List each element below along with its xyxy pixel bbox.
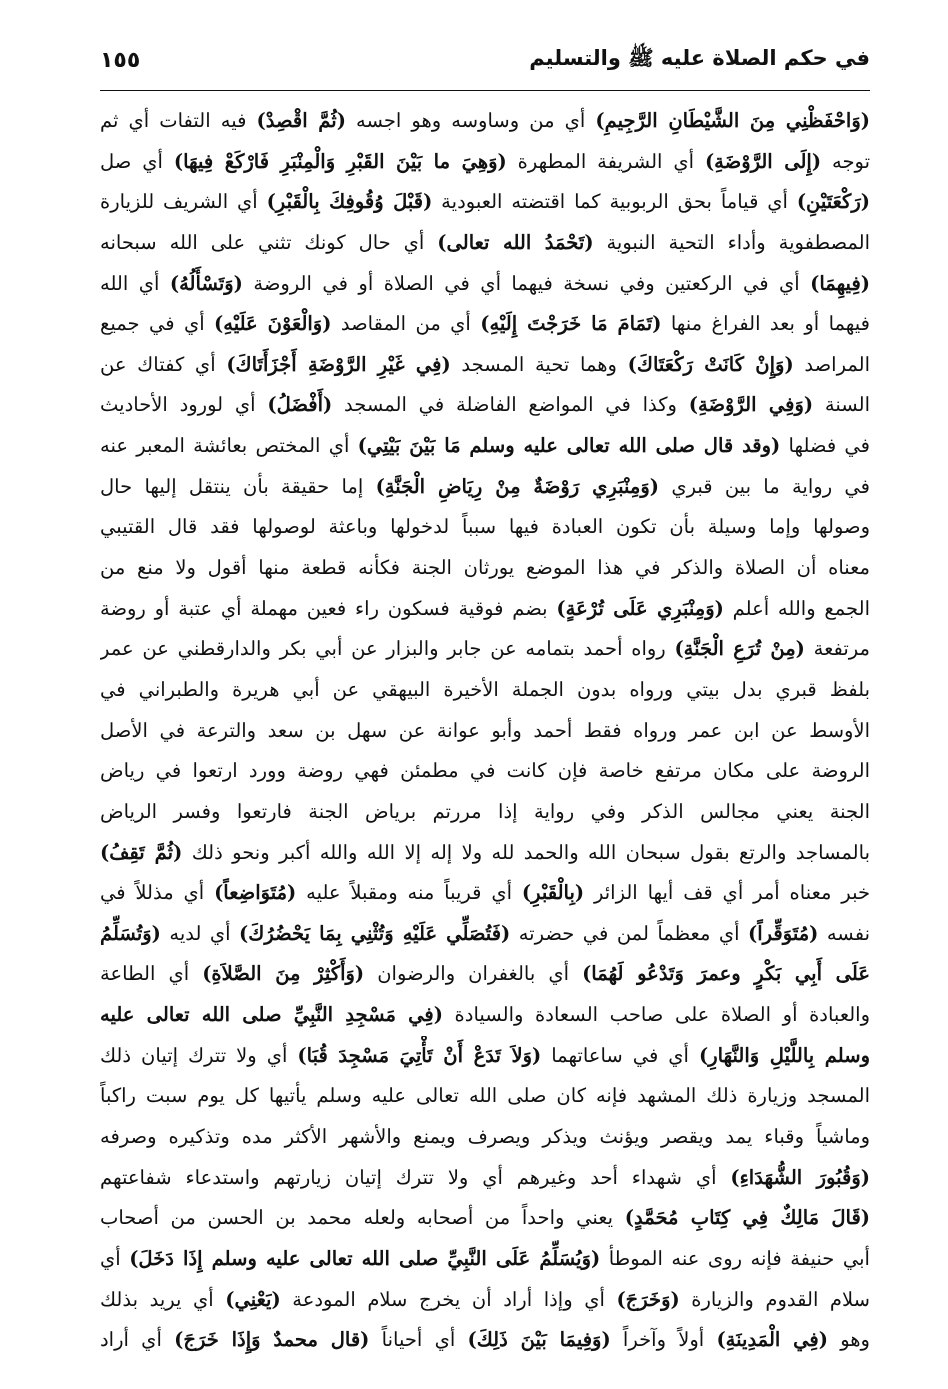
commentary-text: خبر معناه أمر أي قف أيها الزائر xyxy=(584,881,870,905)
commentary-text: أي في الركعتين وفي نسخة فيهما أي في الصلاة أو في الروضة xyxy=(242,271,811,295)
text-line xyxy=(100,914,870,955)
commentary-text: أي من المقاصد xyxy=(331,312,481,336)
commentary-text: توجه xyxy=(821,149,870,173)
commentary-text: أي xyxy=(100,1246,130,1270)
text-line xyxy=(100,223,870,264)
commentary-text: أي بالغفران والرضوان xyxy=(364,962,583,986)
text-line xyxy=(100,1198,870,1239)
commentary-text: يعني واحداً من أصحابه ولعله محمد بن الحسن من أصحاب xyxy=(100,1206,625,1230)
commentary-text: أي الله xyxy=(100,271,170,295)
commentary-text: إما حقيقة بأن ينتقل إليها حال xyxy=(100,474,376,498)
quoted-phrase: (ثُمَّ تَقِفُ) xyxy=(100,840,183,864)
text-line xyxy=(100,467,870,508)
commentary-text: أي في ساعاتهما xyxy=(541,1043,699,1067)
text-line xyxy=(100,345,870,386)
commentary-text: الروضة على مكان مرتفع خاصة فإن كانت في مطمئن فهي روضة وورد ارتعوا في رياض xyxy=(100,759,870,783)
commentary-text: أي وإذا أراد أن يخرج سلام المودعة xyxy=(280,1287,617,1311)
commentary-text: بضم فوقية فسكون راء فعين مهملة أي عتبة أو روضة xyxy=(100,596,557,620)
commentary-text: أي في جميع xyxy=(100,312,215,336)
text-line xyxy=(100,548,870,589)
quoted-phrase: (مُتَوَاضِعاً) xyxy=(214,881,297,905)
text-line xyxy=(100,670,870,711)
quoted-phrase: (وَتَسْأَلُهُ) xyxy=(169,271,243,295)
quoted-phrase: (وَخَرَجَ) xyxy=(616,1287,680,1311)
text-line xyxy=(100,385,870,426)
quoted-phrase: (مِنْ تُرَعِ الْجَنَّةِ) xyxy=(674,637,805,661)
text-line xyxy=(100,792,870,833)
commentary-text: في فضلها xyxy=(780,434,870,458)
quoted-phrase: (قَالَ مَالِكٌ فِي كِتَابِ مُحَمَّدٍ) xyxy=(624,1206,870,1230)
text-line xyxy=(100,1320,870,1361)
text-line xyxy=(100,304,870,345)
commentary-text: الأوسط عن ابن عمر ورواه فقط أحمد وأبو عوانة عن سهل بن سعد والترعة في الأصل xyxy=(100,718,870,742)
text-line xyxy=(100,751,870,792)
text-line xyxy=(100,101,870,142)
quoted-phrase: (وَلاَ تَدَعْ أَنْ تَأْتِيَ مَسْجِدَ قُبَا) xyxy=(297,1043,542,1067)
commentary-text: أي شهداء أحد وغيرهم أي ولا تترك إتيان زيارتهم واستدعاء شفاعتهم xyxy=(100,1165,731,1189)
text-line xyxy=(100,264,870,305)
page-number: ١٥٥ xyxy=(100,47,141,73)
text-line xyxy=(100,589,870,630)
quoted-phrase: (وَفِيمَا بَيْنَ ذَلِكَ) xyxy=(467,1328,611,1352)
commentary-text: أي أراد xyxy=(100,1328,175,1352)
quoted-phrase: (وَأَكْثِرْ مِنَ الصَّلاَةِ) xyxy=(202,962,365,986)
text-line xyxy=(100,507,870,548)
text-line xyxy=(100,1076,870,1117)
commentary-text: وهما تحية المسجد xyxy=(450,352,628,376)
quoted-phrase: (ثُمَّ اقْصِدْ) xyxy=(256,109,346,132)
commentary-text: أي ولا تترك إتيان ذلك xyxy=(100,1043,298,1067)
commentary-text: أي لورود الأحاديث xyxy=(100,393,268,417)
commentary-text: فيهما أو بعد الفراغ منها xyxy=(661,312,870,336)
commentary-text: أي كفتاك عن xyxy=(100,352,227,376)
quoted-phrase: (وَهِيَ ما بَيْنَ القَبْرِ وَالْمِنْبَرِ فَارْكَعْ فِيهَا) xyxy=(173,149,507,173)
quoted-phrase: (وَيُسَلِّمُ عَلَى النَّبِيِّ صلى الله تعالى عليه وسلم إِذَا دَخَلَ) xyxy=(129,1246,601,1270)
quoted-phrase: (رَكْعَتَيْنِ) xyxy=(796,190,870,214)
commentary-text: أي مذللاً في xyxy=(100,881,215,905)
quoted-phrase: وسلم بِاللَّيْلِ وَالنَّهَارِ) xyxy=(698,1043,870,1067)
quoted-phrase: (تَحْمَدُ الله تعالى) xyxy=(437,230,594,254)
commentary-text: المسجد وزيارة ذلك المشهد فإنه كان صلى الله تعالى عليه وسلم يأتيها كل يوم سبت راكباً xyxy=(100,1084,870,1108)
commentary-text: بالمساجد والرتع بقول سبحان الله والحمد لله ولا إله إلا الله والله أكبر ونحو ذلك xyxy=(182,840,870,864)
header-divider xyxy=(100,90,870,91)
commentary-text: وصولها وإما وسيلة بأن تكون العبادة فيها سبباً لدخولها وباعثة لوصولها فقد قال القتيبي xyxy=(100,515,870,539)
commentary-text: سلام القدوم والزيارة xyxy=(679,1287,870,1311)
commentary-text: أي قريباً منه ومقبلاً عليه xyxy=(296,881,522,905)
text-line xyxy=(100,873,870,914)
quoted-phrase: (وَالْعَوْنَ عَلَيْهِ) xyxy=(214,312,332,336)
quoted-phrase: (فِي الْمَدِينَةِ) xyxy=(716,1328,828,1352)
quoted-phrase: (قَبْلَ وُقُوفِكَ بِالْقَبْرِ) xyxy=(266,190,433,214)
text-line xyxy=(100,995,870,1036)
text-line xyxy=(100,1239,870,1280)
text-line xyxy=(100,1158,870,1199)
quoted-phrase: (وقد قال صلى الله تعالى عليه وسلم مَا بَيْنَ بَيْتِي) xyxy=(357,434,781,458)
commentary-text: أولاً وآخراً xyxy=(610,1328,717,1352)
commentary-text: الجمع والله أعلم xyxy=(723,596,870,620)
commentary-text: وهو xyxy=(827,1328,870,1352)
commentary-text: الجنة يعني مجالس الذكر وفي رواية إذا مررتم برياض الجنة فارتعوا وفسر الرياض xyxy=(100,799,870,823)
commentary-text: رواه أحمد بتمامه عن جابر والبزار عن أبي بكر والدارقطني عن عمر xyxy=(100,637,675,661)
text-line xyxy=(100,182,870,223)
quoted-phrase: عَلَى أَبِي بَكْرٍ وعمرَ وَتَدْعُو لَهُمَا) xyxy=(582,962,870,986)
text-line xyxy=(100,954,870,995)
commentary-text: فيه التفات أي ثم xyxy=(100,109,257,132)
commentary-text: أي الشريفة المطهرة xyxy=(506,149,705,173)
quoted-phrase: (وَمِنْبَرِي رَوْضَةٌ مِنْ رِيَاضِ الْجَنَّةِ) xyxy=(375,474,660,498)
running-header xyxy=(100,38,870,82)
text-line xyxy=(100,1117,870,1158)
text-line xyxy=(100,629,870,670)
commentary-text: أي حال كونك تثني على الله سبحانه xyxy=(100,230,438,254)
commentary-text: أبي حنيفة فإنه روى عنه الموطأ xyxy=(600,1246,870,1270)
commentary-text: مرتفعة xyxy=(804,637,870,661)
commentary-text: نفسه xyxy=(818,921,870,945)
quoted-phrase: (وَإِنْ كَانَتْ رَكْعَتَاكَ) xyxy=(627,352,794,376)
commentary-text: أي الشريف للزيارة xyxy=(100,190,267,214)
commentary-text: المراصد xyxy=(793,352,870,376)
commentary-text: وكذا في المواضع الفاضلة في المسجد xyxy=(332,393,689,417)
quoted-phrase: (يَعْنِي) xyxy=(225,1287,281,1311)
commentary-text: السنة xyxy=(813,393,870,417)
text-line xyxy=(100,711,870,752)
commentary-text: أي أحياناً xyxy=(369,1328,468,1352)
commentary-text: أي من وساوسه وهو اجسه xyxy=(345,109,596,132)
quoted-phrase: (فِي مَسْجِدِ النَّبِيِّ صلى الله تعالى عليه xyxy=(100,1003,443,1027)
commentary-text: أي لديه xyxy=(160,921,240,945)
quoted-phrase: (أَفْضَلُ) xyxy=(267,393,333,417)
quoted-phrase: (إِلَى الرَّوْضَةِ) xyxy=(704,149,822,173)
quoted-phrase: (فَتُصَلِّي عَلَيْهِ وَتُثْنِي بِمَا يَحْضُرُكَ) xyxy=(239,921,511,945)
quoted-phrase: (وَمِنْبَرِي عَلَى تُرْعَةٍ) xyxy=(556,596,724,620)
text-line xyxy=(100,142,870,183)
quoted-phrase: (وَاحْفَظْنِي مِنَ الشَّيْطَانِ الرَّجِيمِ) xyxy=(595,109,870,132)
text-line xyxy=(100,1280,870,1321)
commentary-text: في رواية ما بين قبري xyxy=(659,474,870,498)
quoted-phrase: (تَمَامَ مَا خَرَجْتَ إِلَيْهِ) xyxy=(480,312,662,336)
commentary-text: أي الطاعة xyxy=(100,962,203,986)
commentary-text: أي قياماً بحق الربوبية كما اقتضته العبودية xyxy=(432,190,797,214)
commentary-text: وماشياً وقباء يمد ويقصر ويؤنث ويذكر ويصرف ويمنع والأشهر الأكثر مده وتذكيره وصرفه xyxy=(100,1125,870,1149)
commentary-text: والعبادة أو الصلاة على صاحب السعادة والسيادة xyxy=(442,1003,870,1027)
body-text xyxy=(100,101,870,1361)
quoted-phrase: (وَتُسَلِّمُ xyxy=(100,921,161,945)
quoted-phrase: (قال محمدٌ وَإِذَا خَرَجَ) xyxy=(174,1328,370,1352)
text-line xyxy=(100,426,870,467)
commentary-text: أي يريد بذلك xyxy=(100,1287,226,1311)
commentary-text: أي صل xyxy=(100,149,174,173)
quoted-phrase: (وَفِي الرَّوْضَةِ) xyxy=(688,393,814,417)
chapter-title: في حكم الصلاة عليه ﷺ والتسليم xyxy=(529,45,870,70)
quoted-phrase: (وَقُبُورَ الشُّهَدَاءِ) xyxy=(730,1165,870,1189)
commentary-text: معناه أن الصلاة والذكر في هذا الموضع يورثان الجنة فكأنه قطعة منها أقول ولا منع من xyxy=(100,556,870,580)
quoted-phrase: (فِي غَيْرِ الرَّوْضَةِ أَجْزَأَتَاكَ) xyxy=(226,352,451,376)
commentary-text: بلفظ قبري بدل بيتي ورواه بدون الجملة الأخيرة البيهقي عن أبي هريرة والطبراني في xyxy=(100,677,870,701)
text-line xyxy=(100,833,870,874)
commentary-text: أي معظماً لمن في حضرته xyxy=(510,921,749,945)
quoted-phrase: (مُتَوَقِّراً) xyxy=(748,921,819,945)
text-line xyxy=(100,1036,870,1077)
quoted-phrase: (فِيهِمَا) xyxy=(810,271,870,295)
commentary-text: المصطفوية وأداء التحية النبوية xyxy=(593,230,870,254)
quoted-phrase: (بِالْقَبْرِ) xyxy=(521,881,585,905)
commentary-text: أي المختص بعائشة المعبر عنه xyxy=(100,434,358,458)
